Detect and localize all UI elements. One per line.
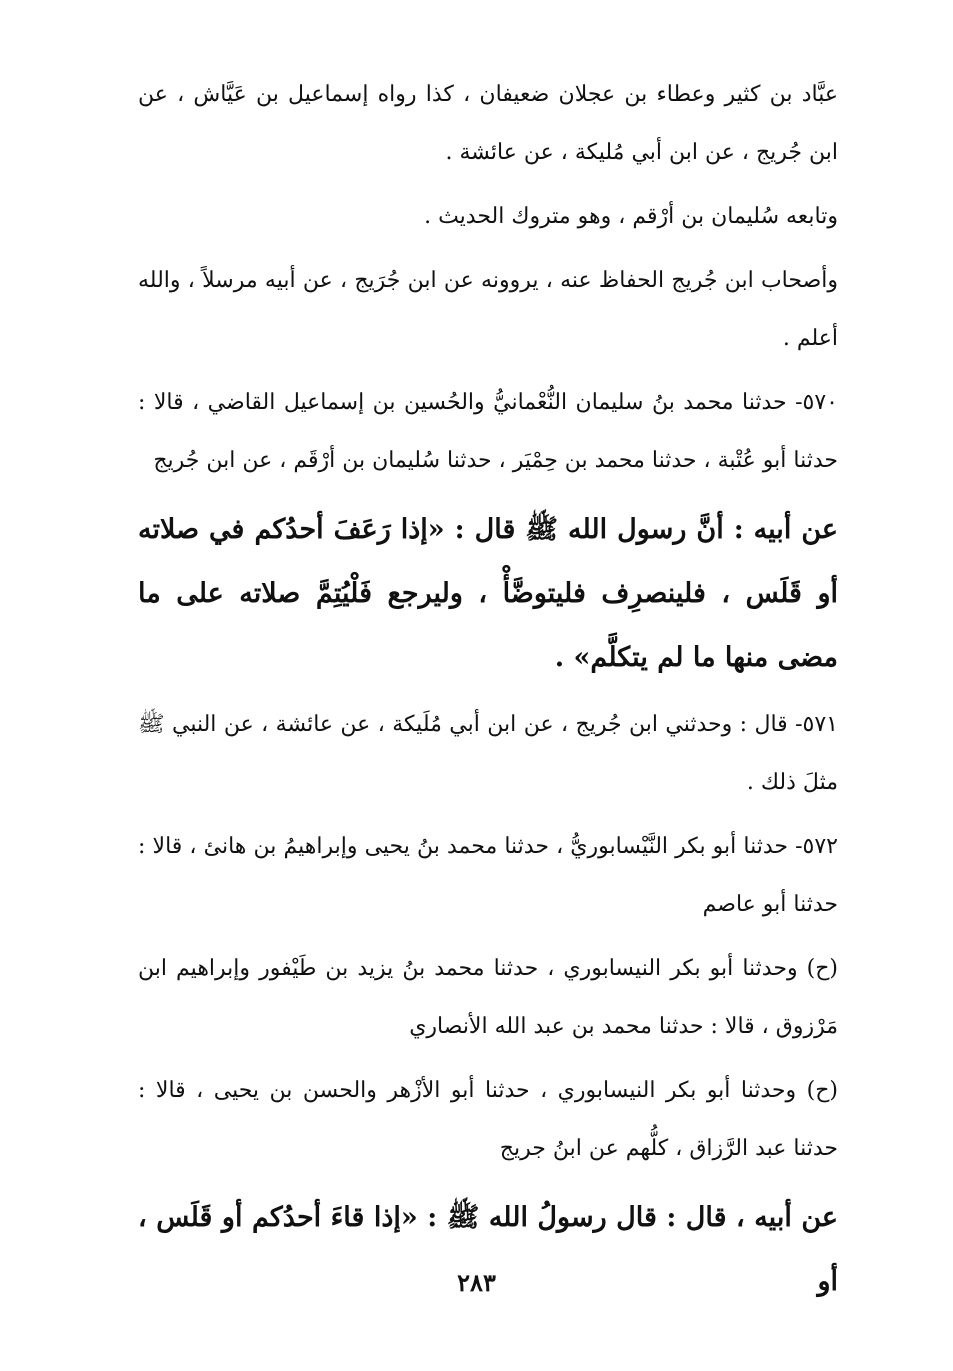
paragraph-hadith-570-chain: ٥٧٠- حدثنا محمد بنُ سليمان النُّعْمانيُّ والحُسين بن إسماعيل القاضي ، قالا : حدثنا أبو عُتْبة ، حدثنا محمد بن حِمْيَر ، حدثنا سُليمان بن أرْقَم ، عن ابن جُريج — [138, 390, 838, 473]
paragraph-companions: وأصحاب ابن جُريج الحفاظ عنه ، يروونه عن ابن جُرَيج ، عن أبيه مرسلاً ، والله أعلم . — [138, 268, 838, 351]
paragraph-hadith-572-chain-3: (ح) وحدثنا أبو بكر النيسابوري ، حدثنا أبو الأزْهر والحسن بن يحيى ، قالا : حدثنا عبد الرَّزاق ، كلُّهم عن ابنُ جريج — [138, 1078, 838, 1161]
paragraph-hadith-572-chain-1: ٥٧٢- حدثنا أبو بكر النَّيْسابوريُّ ، حدثنا محمد بنُ يحيى وإبراهيمُ بن هانئ ، قالا : حدثنا أبو عاصم — [138, 834, 838, 917]
paragraph-followed-by: وتابعه سُليمان بن أرْقم ، وهو متروك الحديث . — [424, 204, 838, 229]
paragraph-hadith-571: ٥٧١- قال : وحدثني ابن جُريج ، عن ابن أبي مُلَيكة ، عن عائشة ، عن النبي ﷺ مثلَ ذلك . — [138, 712, 838, 795]
paragraph-hadith-572-chain-2: (ح) وحدثنا أبو بكر النيسابوري ، حدثنا محمد بنُ يزيد بن طَيْفور وإبراهيم ابن مَرْزوق ، قالا : حدثنا محمد بن عبد الله الأنصاري — [138, 956, 838, 1039]
paragraph-narrators-weak: عبَّاد بن كثير وعطاء بن عجلان ضعيفان ، كذا رواه إسماعيل بن عَيَّاش ، عن ابن جُريج ، عن ابن أبي مُليكة ، عن عائشة . — [138, 82, 838, 165]
paragraph-hadith-570-text: عن أبيه : أنَّ رسول الله ﷺ قال : «إذا رَعَفَ أحدُكم في صلاته أو قَلَس ، فلينصرِف فليتوضَّأْ ، وليرجع فَلْيُتِمَّ صلاته على ما مضى منها ما لم يتكلَّم» . — [138, 514, 838, 673]
paragraph-hadith-572-text: عن أبيه ، قال : قال رسولُ الله ﷺ : «إذا قاءَ أحدُكم أو قَلَس ، أو — [138, 1202, 838, 1297]
page-body — [138, 66, 838, 1314]
page-number: ٢٨٣ — [457, 1268, 496, 1297]
